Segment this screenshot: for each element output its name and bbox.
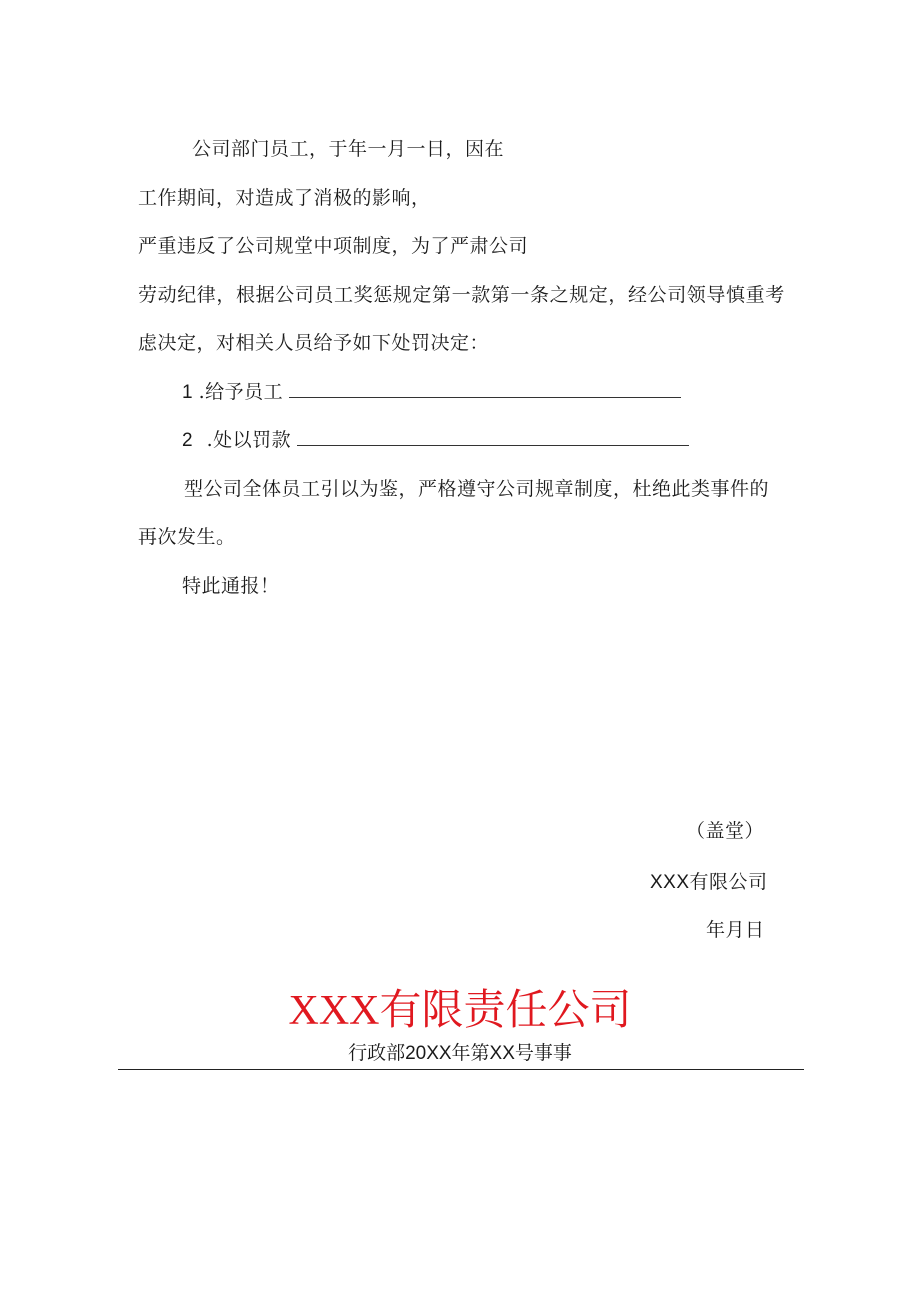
paragraph-line-1: 公司部门员工，于年一月一日，因在 bbox=[192, 138, 505, 160]
letterhead-divider bbox=[118, 1069, 804, 1070]
item-text: .给予员工 bbox=[198, 381, 284, 403]
item-text: .处以罚款 bbox=[206, 429, 292, 451]
item-number: 1 bbox=[182, 382, 199, 403]
item-number: 2 bbox=[182, 430, 207, 451]
seal-placeholder: （盖堂） bbox=[686, 820, 765, 842]
paragraph-line-5: 虑决定，对相关人员给予如下处罚决定： bbox=[138, 332, 490, 354]
paragraph-line-7: 再次发生。 bbox=[138, 526, 236, 548]
fill-in-blank bbox=[297, 427, 689, 446]
signature-date: 年月日 bbox=[706, 919, 765, 941]
fill-in-blank bbox=[289, 379, 681, 398]
company-title-cn: 有限责任公司 bbox=[379, 986, 632, 1033]
closing-line: 特此通报！ bbox=[182, 575, 280, 597]
signature-company: XXX有限公司 bbox=[650, 872, 768, 893]
paragraph-line-2: 工作期间，对造成了消极的影响， bbox=[138, 187, 431, 209]
paragraph-line-4: 劳动纪律，根据公司员工奖惩规定第一款第一条之规定，经公司领导慎重考 bbox=[138, 284, 785, 306]
penalty-item-1 bbox=[182, 379, 681, 406]
paragraph-line-3: 严重违反了公司规堂中项制度，为了严肃公司 bbox=[138, 235, 529, 257]
company-letterhead-title bbox=[0, 984, 920, 1037]
company-title-latin: XXX bbox=[288, 988, 380, 1034]
penalty-item-2 bbox=[182, 427, 689, 454]
paragraph-line-6: 型公司全体员工引以为鉴，严格遵守公司规章制度，杜绝此类事件的 bbox=[184, 478, 770, 500]
document-number: 行政部20XX年第XX号事事 bbox=[348, 1043, 572, 1064]
